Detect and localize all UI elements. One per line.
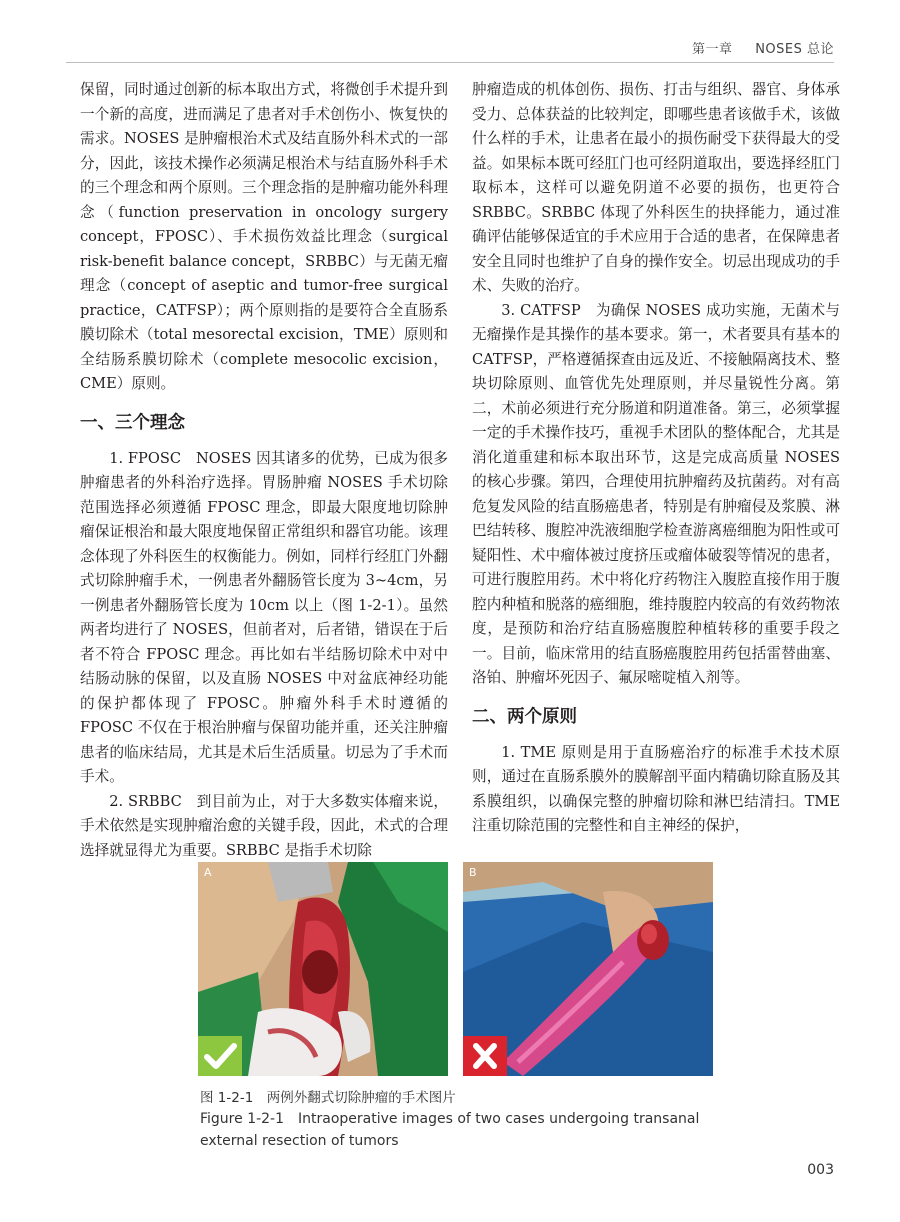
paragraph-srbbc: 2. SRBBC 到目前为止，对于大多数实体瘤来说，手术依然是实现肿瘤治愈的关键手段，因此，术式的合理选择就显得尤为重要。SRBBC 是指手术切除: [80, 792, 448, 859]
figure-caption-chinese: 图 1-2-1 两例外翻式切除肿瘤的手术图片: [200, 1090, 456, 1106]
photo-panel-b: [463, 862, 713, 1076]
paragraph-catfsp: 3. CATFSP 为确保 NOSES 成功实施，无菌术与无瘤操作是其操作的基本要求。第一，术者要具有基本的 CATFSP，严格遵循探查由远及近、不接触隔离技术、整块切除原则、血管优先处理原则，并尽量锐性分离。第二，术前必须进行充分肠道和阴道准备。第三，必须掌握一定的手术操作技巧，重视手术团队的整体配合，尤其是消化道重建和标本取出环节，这是完成高质量 NOSES 的核心步骤。第四，合理使用抗肿瘤药及抗菌药。对有高危复发风险的结直肠癌患者，特别是有肿瘤侵及浆膜、淋巴结转移、腹腔冲洗液细胞学检查游离癌细胞为阳性或可疑阳性、术中瘤体被过度挤压或瘤体破裂等情况的患者，可进行腹腔用药。术中将化疗药物注入腹腔直接作用于腹腔内种植和脱落的癌细胞，维持腹腔内较高的有效药物浓度，是预防和治疗结直肠癌腹腔种植转移的重要手段之一。目前，临床常用的结直肠癌腹腔用药包括雷替曲塞、洛铂、肿瘤坏死因子、氟尿嘧啶植入剂等。: [472, 301, 840, 686]
paragraph-fposc: 1. FPOSC NOSES 因其诸多的优势，已成为很多肿瘤患者的外科治疗选择。胃肠肿瘤 NOSES 手术切除范围选择必须遵循 FPOSC 理念，即最大限度地切除肿瘤保证根治和最大限度地保留正常组织和器官功能。该理念体现了外科医生的权衡能力。例如，同样行经肛门外翻式切除肿瘤手术，一例患者外翻肠管长度为 3~4cm，另一例患者外翻肠管长度为 10cm 以上（图 1-2-1）。虽然两者均进行了 NOSES，但前者对，后者错，错误在于后者不符合 FPOSC 理念。再比如右半结肠切除术中对中结肠动脉的保留，以及直肠 NOSES 中对盆底神经功能的保护都体现了 FPOSC。肿瘤外科手术时遵循的 FPOSC 不仅在于根治肿瘤与保留功能并重，还关注肿瘤患者的临床结局，尤其是术后生活质量。切忌为了手术而手术。: [80, 449, 448, 785]
checkmark-icon: [198, 1036, 242, 1076]
page-number: 003: [807, 1162, 834, 1178]
surgical-figure: [198, 862, 718, 1076]
panel-label-a: A: [204, 866, 212, 879]
figure-caption-english: Figure 1-2-1 Intraoperative images of two cases undergoing transanal external resection of tumors: [200, 1111, 700, 1149]
right-column: [472, 78, 840, 839]
paragraph-tme: 1. TME 原则是用于直肠癌治疗的标准手术技术原则，通过在直肠系膜外的膜解剖平面内精确切除直肠及其系膜组织，以确保完整的肿瘤切除和淋巴结清扫。TME 注重切除范围的完整性和自主神经的保护，: [472, 743, 840, 834]
panel-label-b: B: [469, 866, 477, 879]
paragraph-srbbc-cont: 肿瘤造成的机体创伤、损伤、打击与组织、器官、身体承受力、总体获益的比较判定，即哪些患者该做手术，该做什么样的手术，让患者在最小的损伤耐受下获得最大的受益。如果标本既可经肛门也可经阴道取出，要选择经肛门取标本，这样可以避免阴道不必要的损伤，也更符合 SRBBC。SRBBC 体现了外科医生的抉择能力，通过准确评估能够保适宜的手术应用于合适的患者，在保障患者安全且同时也维护了自身的操作安全。切忌出现成功的手术、失败的治疗。: [472, 81, 840, 294]
left-column: [80, 78, 448, 863]
header-rule: [66, 62, 834, 63]
section-heading-two-principles: 二、两个原则: [472, 706, 577, 727]
section-heading-three-concepts: 一、三个理念: [80, 412, 185, 433]
header-chapter: 第一章: [692, 42, 733, 57]
running-header: [674, 38, 834, 57]
cross-mark-icon: [463, 1036, 507, 1076]
photo-panel-a: [198, 862, 448, 1076]
header-title: NOSES 总论: [755, 42, 834, 57]
paragraph-intro: 保留，同时通过创新的标本取出方式，将微创手术提升到一个新的高度，进而满足了患者对手术创伤小、恢复快的需求。NOSES 是肿瘤根治术式及结直肠外科术式的一部分，因此，该技术操作必须满足根治术与结直肠外科手术的三个理念和两个原则。三个理念指的是肿瘤功能外科理念（function preservation in oncology surgery concept，FPOSC）、手术损伤效益比理念（surgical risk-benefit balance concept，SRBBC）与无菌无瘤理念（concept of aseptic and tumor-free surgical practice，CATFSP）；两个原则指的是要符合全直肠系膜切除术（total mesorectal excision，TME）原则和全结肠系膜切除术（complete mesocolic excision，CME）原则。: [80, 81, 448, 392]
